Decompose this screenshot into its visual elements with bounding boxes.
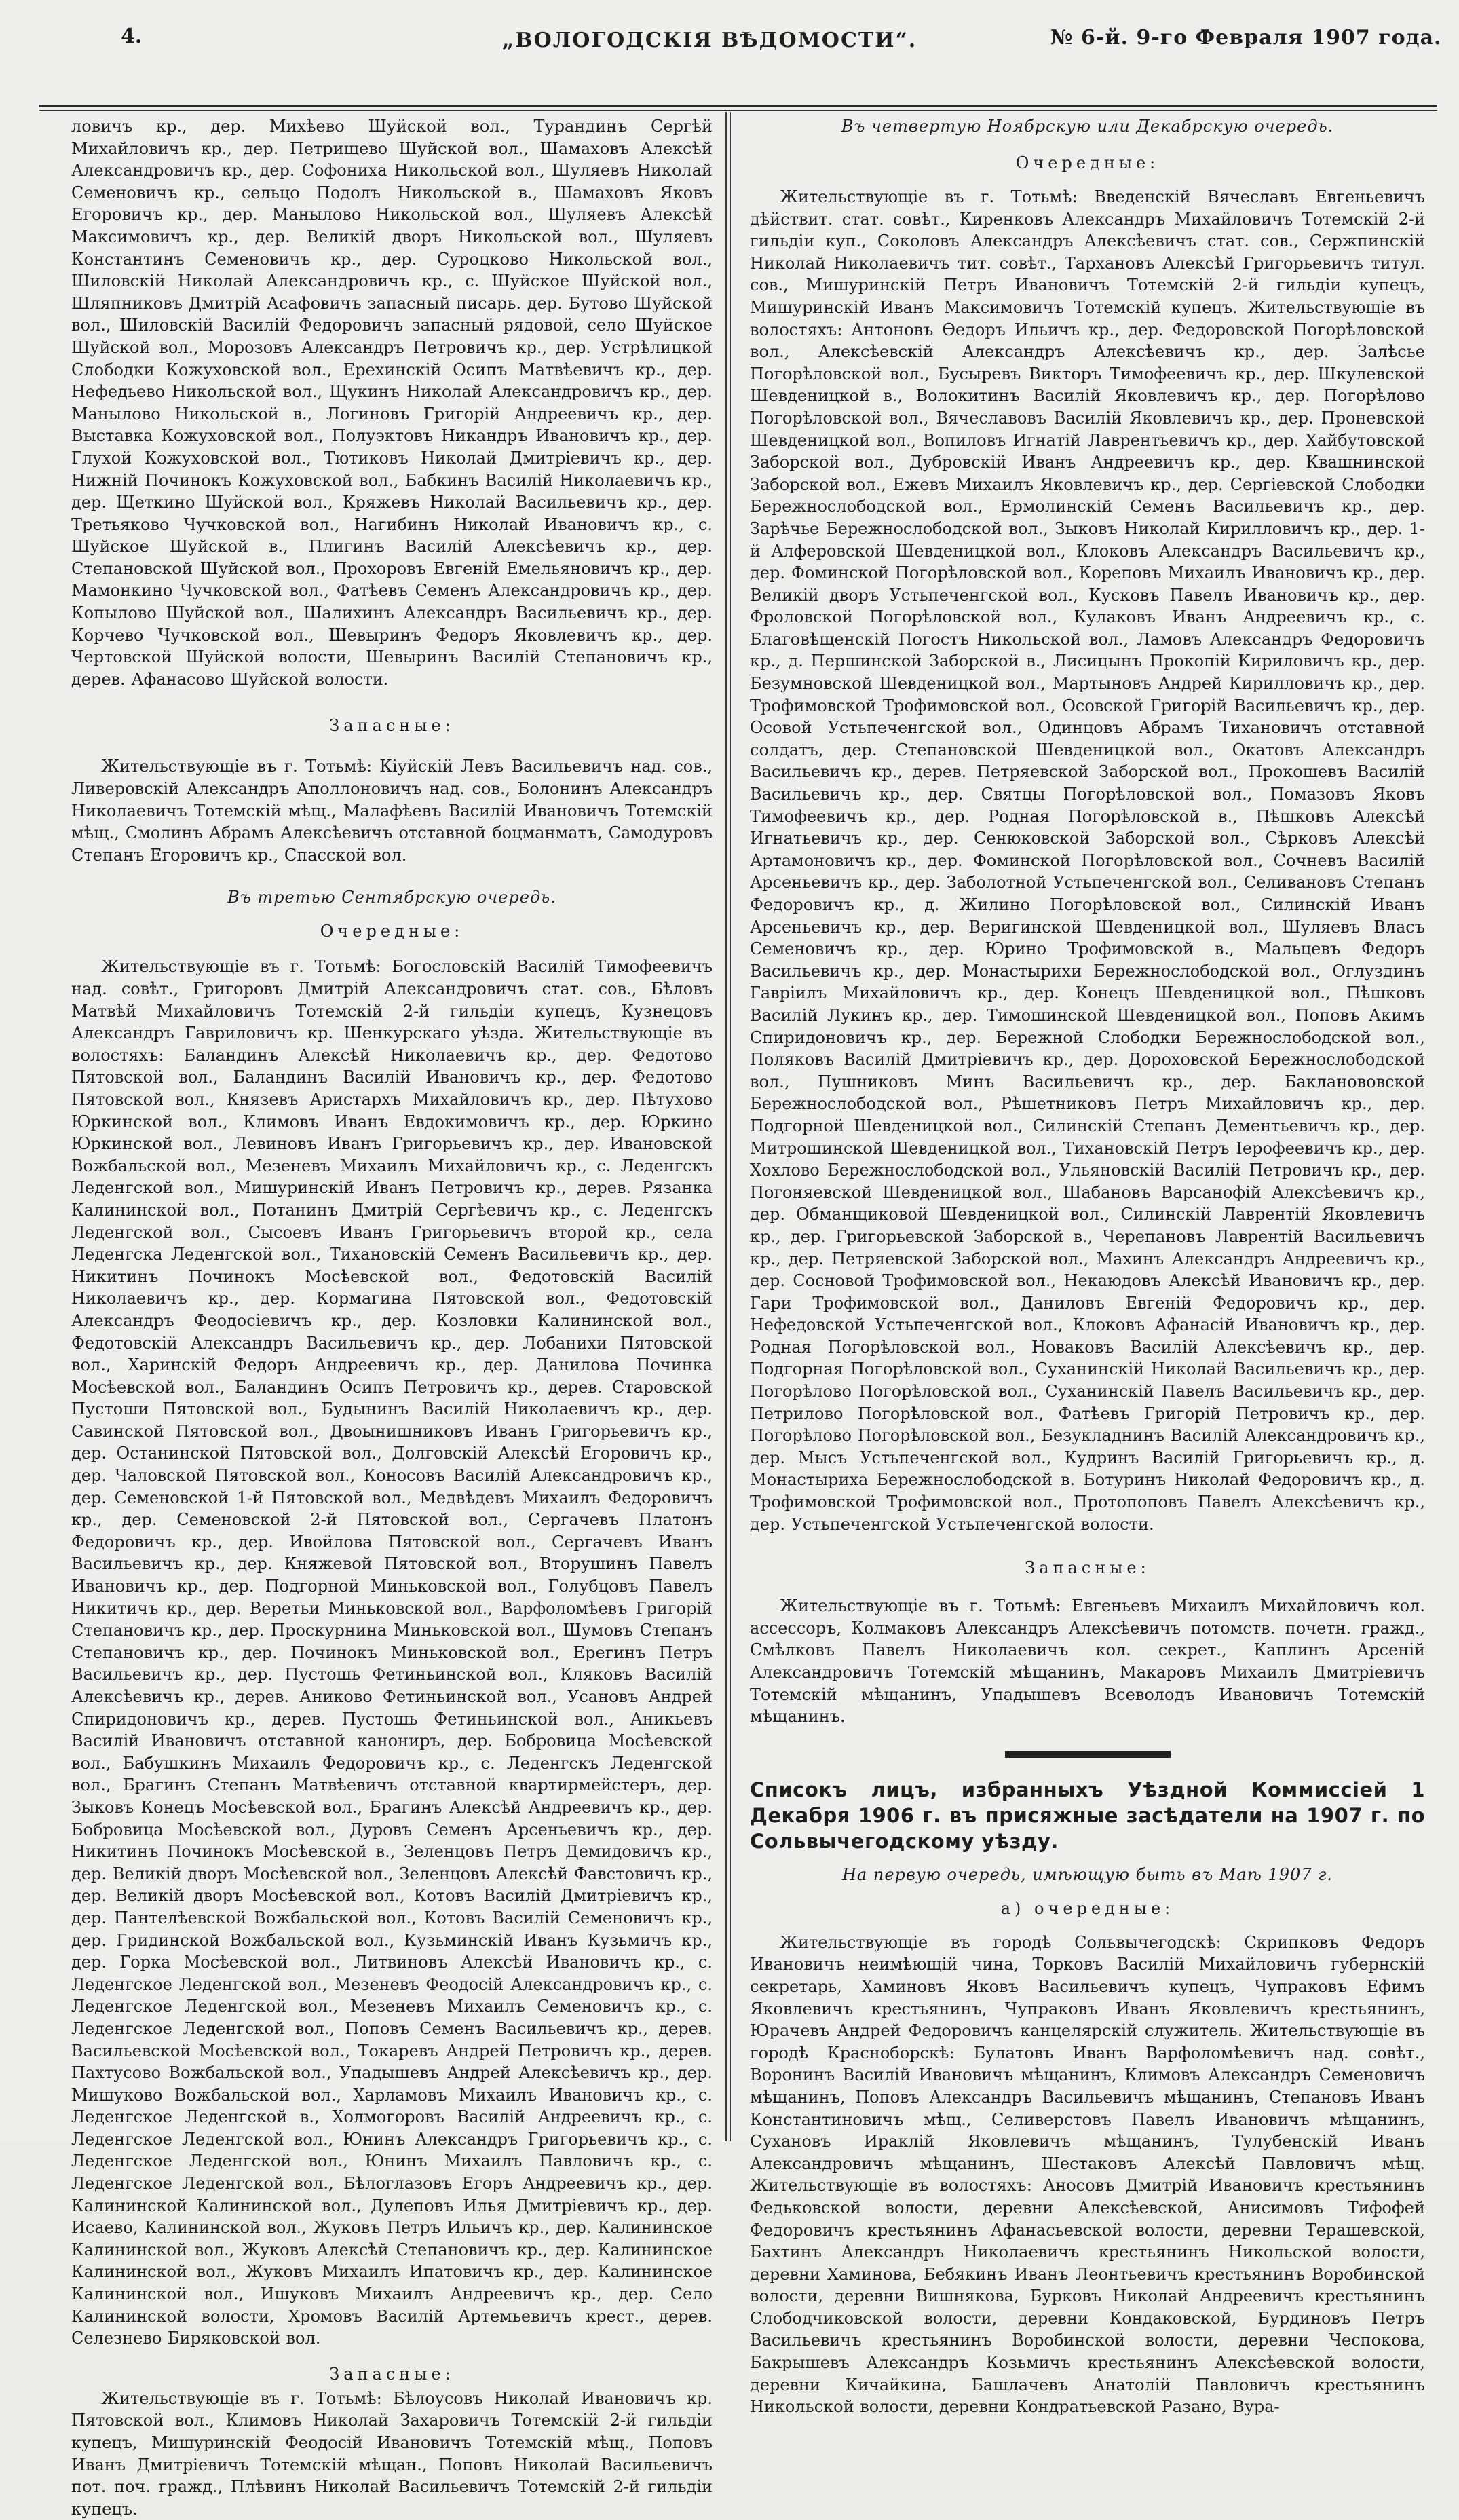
header-rule xyxy=(39,105,1437,107)
regular-heading-3: Очередные: xyxy=(320,922,464,941)
left-column xyxy=(71,115,713,2519)
right-paragraph-1: Жительствующіе въ г. Тотьмѣ: Введенскій Вячеславъ Евгеньевичъ дѣйствит. стат. совѣт., Киренковъ Александръ Михайловичъ Тотемскій 2-й гильдіи куп., Соколовъ Александръ Алексѣевичъ стат. сов., Сержпинскій Николай Николаевичъ тит. совѣт., Тархановъ Алексѣй Григорьевичъ титул. сов., Мишуринскій Петръ Ивановичъ Тотемскій 2-й гильдіи купецъ, Мишуринскій Иванъ Максимовичъ Тотемскій купецъ. Жительствующіе въ волостяхъ: Антоновъ Ѳедоръ Ильичъ кр., дер. Федоровской Погорѣловской вол., Алексѣевскій Александръ Алексѣевичъ кр., дер. Залѣсье Погорѣловской вол., Бусыревъ Викторъ Тимофеевичъ кр., дер. Шкулевской Шевденицкой в., Волокитинъ Василій Яковлевичъ кр., дер. Погорѣлово Погорѣловской вол., Вячеславовъ Василій Яковлевичъ кр., дер. Проневской Шевденицкой вол., Вопиловъ Игнатій Лаврентьевичъ кр., дер. Хайбутовской Заборской вол., Дубровскій Иванъ Андреевичъ кр., дер. Квашнинской Заборской вол., Ежевъ Михаилъ Яковлевичъ кр., дер. Сергіевской Слободки Бережнослободской вол., Ермолинскій Семенъ Васильевичъ кр., дер. Зарѣчье Бережнослободской вол., Зыковъ Николай Кирилловичъ кр., дер. 1-й Алферовской Шевденицкой вол., Клоковъ Александръ Васильевичъ кр., дер. Фоминской Погорѣловской вол., Кореповъ Михаилъ Ивановичъ кр., дер. Великій дворъ Устьпеченгской вол., Кусковъ Павелъ Ивановичъ кр., дер. Фроловской Погорѣловской вол., Кулаковъ Иванъ Андреевичъ кр., с. Благовѣщенскій Погостъ Никольской вол., Ламовъ Александръ Федоровичъ кр., д. Першинской Заборской в., Лисицынъ Прокопій Кириловичъ кр., дер. Безумновской Шевденицкой вол., Мартыновъ Андрей Кирилловичъ кр., дер. Трофимовской Трофимовской вол., Осовской Григорій Васильевичъ кр., дер. Осовой Устьпеченгской вол., Одинцовъ Абрамъ Тихановичъ отставной солдатъ, дер. Степановской Шевденицкой вол., Окатовъ Александръ Васильевичъ кр., дерев. Петряевской Заборской вол., Прокошевъ Василій Васильевичъ кр., дер. Святцы Погорѣловской вол., Помазовъ Яковъ Тимофеевичъ кр., дер. Родная Погорѣловской в., Пѣшковъ Алексѣй Игнатьевичъ кр., дер. Сенюковской Заборской вол., Сѣрковъ Алексѣй Артамоновичъ кр., дер. Фоминской Погорѣловской вол., Сочневъ Василій Арсеньевичъ кр., дер. Заболотной Устьпеченгской вол., Селивановъ Степанъ Федоровичъ кр., д. Жилино Погорѣловской вол., Силинскій Иванъ Арсеньевичъ кр., дер. Веригинской Шевденицкой вол., Шуляевъ Власъ Семеновичъ кр., дер. Юрино Трофимовской в., Мальцевъ Федоръ Васильевичъ кр., дер. Монастырихи Бережнослободской вол., Оглуздинъ Гавріилъ Михайловичъ кр., дер. Конецъ Шевденицкой вол., Пѣшковъ Василій Лукинъ кр., дер. Тимошинской Шевденицкой вол., Поповъ Акимъ Спиридоновичъ кр., дер. Бережной Слободки Бережнослободской вол., Поляковъ Василій Дмитріевичъ кр., дер. Дороховской Бережнослободской вол., Пушниковъ Минъ Васильевичъ кр., дер. Бакланововской Бережнослободской вол., Рѣшетниковъ Петръ Михайловичъ кр., дер. Подгорной Шевденицкой вол., Силинскій Степанъ Дементьевичъ кр., дер. Митрошинской Шевденицкой вол., Тихановскій Петръ Іерофеевичъ кр., дер. Хохлово Бережнослободской вол., Ульяновскій Василій Петровичъ кр., дер. Погоняевской Шевденицкой вол., Шабановъ Варсанофій Алексѣевичъ кр., дер. Обманщиковой Шевденицкой вол., Силинскій Лаврентій Яковлевичъ кр., дер. Григорьевской Заборской в., Черепановъ Лаврентій Васильевичъ кр., дер. Петряевской Заборской вол., Махинъ Александръ Андреевичъ кр., дер. Сосновой Трофимовской вол., Некаюдовъ Алексѣй Ивановичъ кр., дер. Гари Трофимовской вол., Даниловъ Евгеній Федоровичъ кр., дер. Нефедовской Устьпеченгской вол., Клоковъ Афанасій Ивановичъ кр., дер. Родная Погорѣловской вол., Новаковъ Василій Алексѣевичъ кр., дер. Подгорная Погорѣловской вол., Суханинскій Николай Васильевичъ кр., дер. Погорѣлово Погорѣловской вол., Суханинскій Павелъ Васильевичъ кр., дер. Петрилово Погорѣловской вол., Фатѣевъ Григорій Петровичъ кр., дер. Погорѣлово Погорѣловской вол., Безукладнинъ Василій Александровичъ кр., дер. Мысъ Устьпеченгской вол., Кудринъ Василій Григорьевичъ кр., д. Монастыриха Бережнослободской в. Ботуринъ Николай Федоровичъ кр., д. Трофимовской Трофимовской вол., Протопоповъ Павелъ Алексѣевичъ кр., дер. Устьпеченгской Устьпеченгской волости. xyxy=(750,187,1425,1534)
column-divider xyxy=(725,112,727,2141)
newspaper-title: „ВОЛОГОДСКІЯ ВѢДОМОСТИ“. xyxy=(502,29,917,52)
section-separator xyxy=(1005,1751,1171,1758)
issue-date: № 6-й. 9-го Февраля 1907 года. xyxy=(1050,26,1442,50)
reserve-heading-3: Запасные: xyxy=(329,2364,455,2384)
regular-heading-4: Очередные: xyxy=(1015,153,1160,172)
right-paragraph-3: Жительствующіе въ городѣ Сольвычегодскѣ: Скрипковъ Федоръ Ивановичъ неимѣющій чина, Торковъ Василій Михайловичъ губернскій секретарь, Хаминовъ Яковъ Васильевичъ купецъ, Чупраковъ Ефимъ Яковлевичъ крестьянинъ, Чупраковъ Иванъ Яковлевичъ крестьянинъ, Юрачевъ Андрей Федоровичъ канцелярскій служитель. Жительствующіе въ городѣ Красноборскѣ: Булатовъ Иванъ Варфоломѣевичъ над. совѣт., Воронинъ Василій Ивановичъ мѣщанинъ, Климовъ Александръ Семеновичъ мѣщанинъ, Поповъ Александръ Васильевичъ мѣщанинъ, Степановъ Иванъ Константиновичъ мѣщ., Селиверстовъ Павелъ Ивановичъ мѣщанинъ, Сухановъ Ираклій Яковлевичъ мѣщанинъ, Тулубенскій Иванъ Александровичъ мѣщанинъ, Шестаковъ Алексѣй Павловичъ мѣщ. Жительствующіе въ волостяхъ: Аносовъ Дмитрій Ивановичъ крестьянинъ Федьковской волости, деревни Алексѣевской, Анисимовъ Тифофей Федоровичъ крестьянинъ Афанасьевской волости, деревни Терашевской, Бахтинъ Александръ Николаевичъ крестьянинъ Никольской волости, деревни Хаминова, Бебякинъ Иванъ Леонтьевичъ крестьянинъ Воробинской волости, деревни Вишнякова, Бурковъ Николай Андреевичъ крестьянинъ Слободчиковской волости, деревни Кондаковской, Бурдиновъ Петръ Васильевичъ крестьянинъ Воробинской волости, деревни Чеспокова, Бакрышевъ Александръ Козьмичъ крестьянинъ Алексѣевской волости, деревни Кичайкина, Башлачевъ Анатолій Павловичъ крестьянинъ Никольской волости, деревни Кондратьевской Разано, Вура- xyxy=(750,1932,1425,2417)
page-number: 4. xyxy=(121,24,143,48)
right-column xyxy=(750,115,1425,2417)
solvychegodsk-list-heading: Списокъ лицъ, избранныхъ Уѣздной Коммиссіей 1 Декабря 1906 г. въ присяжные засѣдатели на 1907 г. по Сольвычегодскому уѣзду. xyxy=(750,1778,1425,1853)
queue-first-heading: На первую очередь, имѣющую быть въ Маѣ 1907 г. xyxy=(842,1864,1333,1884)
reserve-heading-1: Запасные: xyxy=(329,716,455,736)
left-paragraph-3: Жительствующіе въ г. Тотьмѣ: Богословскій Василій Тимофеевичъ над. совѣт., Григоровъ Дмитрій Александровичъ стат. сов., Бѣловъ Матвѣй Михайловичъ Тотемскій 2-й гильдіи купецъ, Кузнецовъ Александръ Гавриловичъ кр. Шенкурскаго уѣзда. Жительствующіе въ волостяхъ: Баландинъ Алексѣй Николаевичъ кр., дер. Федотово Пятовской вол., Баландинъ Василій Ивановичъ кр., дер. Федотово Пятовской вол., Князевъ Аристархъ Михайловичъ кр., дер. Пѣтухово Юркинской вол., Климовъ Иванъ Евдокимовичъ кр., дер. Юркино Юркинской вол., Левиновъ Иванъ Григорьевичъ кр., дер. Ивановской Вожбальской вол., Мезеневъ Михаилъ Михайловичъ кр., с. Леденгскъ Леденгской вол., Мишуринскій Иванъ Петровичъ кр., дерев. Рязанка Калининской вол., Потанинъ Дмитрій Сергѣевичъ кр., с. Леденгскъ Леденгской вол., Сысоевъ Иванъ Григорьевичъ второй кр., села Леденгска Леденгской вол., Тихановскій Семенъ Васильевичъ кр., дер. Никитинъ Починокъ Мосѣевской вол., Федотовскій Василій Николаевичъ кр., дер. Кормагина Пятовской вол., Федотовскій Александръ Феодосіевичъ кр., дер. Козловки Калининской вол., Федотовскій Александръ Васильевичъ кр., дер. Лобанихи Пятовской вол., Харинскій Федоръ Андреевичъ кр., дер. Данилова Починка Мосѣевской вол., Баландинъ Осипъ Петровичъ кр., дерев. Старовской Пустоши Пятовской вол., Будынинъ Василій Николаевичъ кр., дер. Савинской Пятовской вол., Двоынишниковъ Иванъ Григорьевичъ кр., дер. Останинской Пятовской вол., Долговскій Алексѣй Егоровичъ кр., дер. Чаловской Пятовской вол., Коносовъ Василій Александровичъ кр., дер. Семеновской 1-й Пятовской вол., Медвѣдевъ Михаилъ Федоровичъ кр., дер. Семеновской 2-й Пятовской вол., Сергачевъ Платонъ Федоровичъ кр., дер. Ивойлова Пятовской вол., Сергачевъ Иванъ Васильевичъ кр., дер. Княжевой Пятовской вол., Вторушинъ Павелъ Ивановичъ кр., дер. Подгорной Миньковской вол., Голубцовъ Павелъ Никитичъ кр., дер. Веретьи Миньковской вол., Варфоломѣевъ Григорій Степановичъ кр., дер. Проскурнина Миньковской вол., Шумовъ Степанъ Степановичъ кр., дер. Починокъ Миньковской вол., Ерегинъ Петръ Васильевичъ кр., дер. Пустошь Фетиньинской вол., Кляковъ Василій Алексѣевичъ кр., дерев. Аниково Фетиньинской вол., Усановъ Андрей Спиридоновичъ кр., дерев. Пустошь Фетиньинской вол., Аникьевъ Василій Ивановичъ отставной канониръ, дер. Бобровица Мосѣевской вол., Бабушкинъ Михаилъ Федоровичъ кр., с. Леденгскъ Леденгской вол., Брагинъ Степанъ Матвѣевичъ отставной квартирмейстеръ, дер. Зыковъ Конецъ Мосѣевской вол., Брагинъ Алексѣй Андреевичъ кр., дер. Бобровица Мосѣевской вол., Дуровъ Семенъ Арсеньевичъ кр., дер. Никитинъ Починокъ Мосѣевской в., Зеленцовъ Петръ Демидовичъ кр., дер. Великій дворъ Мосѣевской вол., Зеленцовъ Алексѣй Фавстовичъ кр., дер. Великій дворъ Мосѣевской вол., Котовъ Василій Дмитріевичъ кр., дер. Пантелѣевской Вожбальской вол., Котовъ Василій Семеновичъ кр., дер. Гридинской Вожбальской вол., Кузьминскій Иванъ Кузьмичъ кр., дер. Горка Мосѣевской вол., Литвиновъ Алексѣй Ивановичъ кр., с. Леденгское Леденгской вол., Мезеневъ Феодосій Александровичъ кр., с. Леденгское Леденгской вол., Мезеневъ Михаилъ Семеновичъ кр., с. Леденгское Леденгской вол., Поповъ Семенъ Васильевичъ кр., дерев. Васильевской Мосѣевской вол., Токаревъ Андрей Петровичъ кр., дерев. Пахтусово Вожбальской вол., Упадышевъ Андрей Алексѣевичъ кр., дер. Мишуково Вожбальской вол., Харламовъ Михаилъ Ивановичъ кр., с. Леденгское Леденгской в., Холмогоровъ Василій Андреевичъ кр., с. Леденгское Леденгской вол., Юнинъ Александръ Григорьевичъ кр., с. Леденгское Леденгской вол., Юнинъ Михаилъ Павловичъ кр., с. Леденгское Леденгской вол., Бѣлоглазовъ Егоръ Андреевичъ кр., дер. Калининской Калининской вол., Дулеповъ Илья Дмитріевичъ кр., дер. Исаево, Калининской вол., Жуковъ Петръ Ильичъ кр., дер. Калининское Калининской вол., Жуковъ Алексѣй Степановичъ кр., дер. Калининское Калининской вол., Жуковъ Михаилъ Ипатовичъ кр., дер. Калининское Калининской вол., Ишуковъ Михаилъ Андреевичъ кр., дер. Село Калининской волости, Хромовъ Василій Артемьевичъ крест., дерев. Селезнево Биряковской вол. xyxy=(71,957,713,2348)
right-paragraph-2: Жительствующіе въ г. Тотьмѣ: Евгеньевъ Михаилъ Михайловичъ кол. ассессоръ, Колмаковъ Александръ Алексѣевичъ потомств. почетн. гражд., Смѣлковъ Павелъ Николаевичъ кол. секрет., Каплинъ Арсеній Александровичъ Тотемскій мѣщанинъ, Макаровъ Михаилъ Дмитріевичъ Тотемскій мѣщанинъ, Упадышевъ Всеволодъ Ивановичъ Тотемскій мѣщанинъ. xyxy=(750,1596,1425,1727)
queue-fourth-heading: Въ четвертую Ноябрскую или Декабрскую очередь. xyxy=(841,117,1334,136)
header-rule-thin xyxy=(39,110,1437,111)
left-paragraph-2: Жительствующіе въ г. Тотьмѣ: Кіуйскій Левъ Васильевичъ над. сов., Ливеровскій Александръ Аполлоновичъ над. сов., Болонинъ Александръ Николаевичъ Тотемскій мѣщ., Малафѣевъ Василій Ивановичъ Тотемскій мѣщ., Смолинъ Абрамъ Алексѣевичъ отставной боцманматъ, Самодуровъ Степанъ Егоровичъ кр., Спасской вол. xyxy=(71,757,713,865)
left-paragraph-1: ловичъ кр., дер. Михѣево Шуйской вол., Турандинъ Сергѣй Михайловичъ кр., дер. Петрищево Шуйской вол., Шамаховъ Алексѣй Александровичъ кр., дер. Софониха Никольской вол., Шуляевъ Николай Семеновичъ кр., сельцо Подолъ Никольской в., Шамаховъ Яковъ Егоровичъ кр., дер. Манылово Никольской вол., Шуляевъ Алексѣй Максимовичъ кр., дер. Великій дворъ Никольской вол., Шуляевъ Константинъ Семеновичъ кр., дер. Суроцково Никольской вол., Шиловскій Николай Александровичъ кр., с. Шуйское Шуйской вол., Шляпниковъ Дмитрій Асафовичъ запасный писарь. дер. Бутово Шуйской вол., Шиловскій Василій Федоровичъ запасный рядовой, село Шуйское Шуйской вол., Морозовъ Александръ Петровичъ кр., дер. Устрѣлицкой Слободки Кожуховской вол., Ерехинскій Осипъ Матвѣевичъ кр., дер. Нефедьево Никольской вол., Щукинъ Николай Александровичъ кр., дер. Манылово Никольской в., Логиновъ Григорій Андреевичъ кр., дер. Выставка Кожуховской вол., Полуэктовъ Никандръ Ивановичъ кр., дер. Глухой Кожуховской вол., Тютиковъ Николай Дмитріевичъ кр., дер. Нижній Починокъ Кожуховской вол., Бабкинъ Василій Николаевичъ кр., дер. Щеткино Шуйской вол., Кряжевъ Николай Васильевичъ кр., дер. Третьяково Чучковской вол., Нагибинъ Николай Ивановичъ кр., с. Шуйское Шуйской в., Плигинъ Василій Алексѣевичъ кр., дер. Степановской Шуйской вол., Прохоровъ Евгеній Емельяновичъ кр., дер. Мамонкино Чучковской вол., Фатѣевъ Семенъ Александровичъ кр., дер. Копылово Шуйской вол., Шалихинъ Александръ Васильевичъ кр., дер. Корчево Чучковской вол., Шевыринъ Федоръ Яковлевичъ кр., дер. Чертовской Шуйской волости, Шевыринъ Василій Степановичъ кр., дерев. Афанасово Шуйской волости. xyxy=(71,117,713,689)
column-divider-thin xyxy=(730,112,731,2141)
regular-a-heading: а) очередные: xyxy=(1000,1898,1175,1918)
reserve-heading-4: Запасные: xyxy=(1025,1558,1150,1578)
queue-third-heading: Въ третью Сентябрскую очередь. xyxy=(227,888,556,907)
left-paragraph-4: Жительствующіе въ г. Тотьмѣ: Бѣлоусовъ Николай Ивановичъ кр. Пятовской вол., Климовъ Николай Захаровичъ Тотемскій 2-й гильдіи купецъ, Мишуринскій Феодосій Ивановичъ Тотемскій мѣщ., Поповъ Иванъ Дмитріевичъ Тотемскій мѣщан., Поповъ Николай Васильевичъ пот. поч. гражд., Плѣвинъ Николай Васильевичъ Тотемскій 2-й гильдіи купецъ. xyxy=(71,2388,713,2519)
